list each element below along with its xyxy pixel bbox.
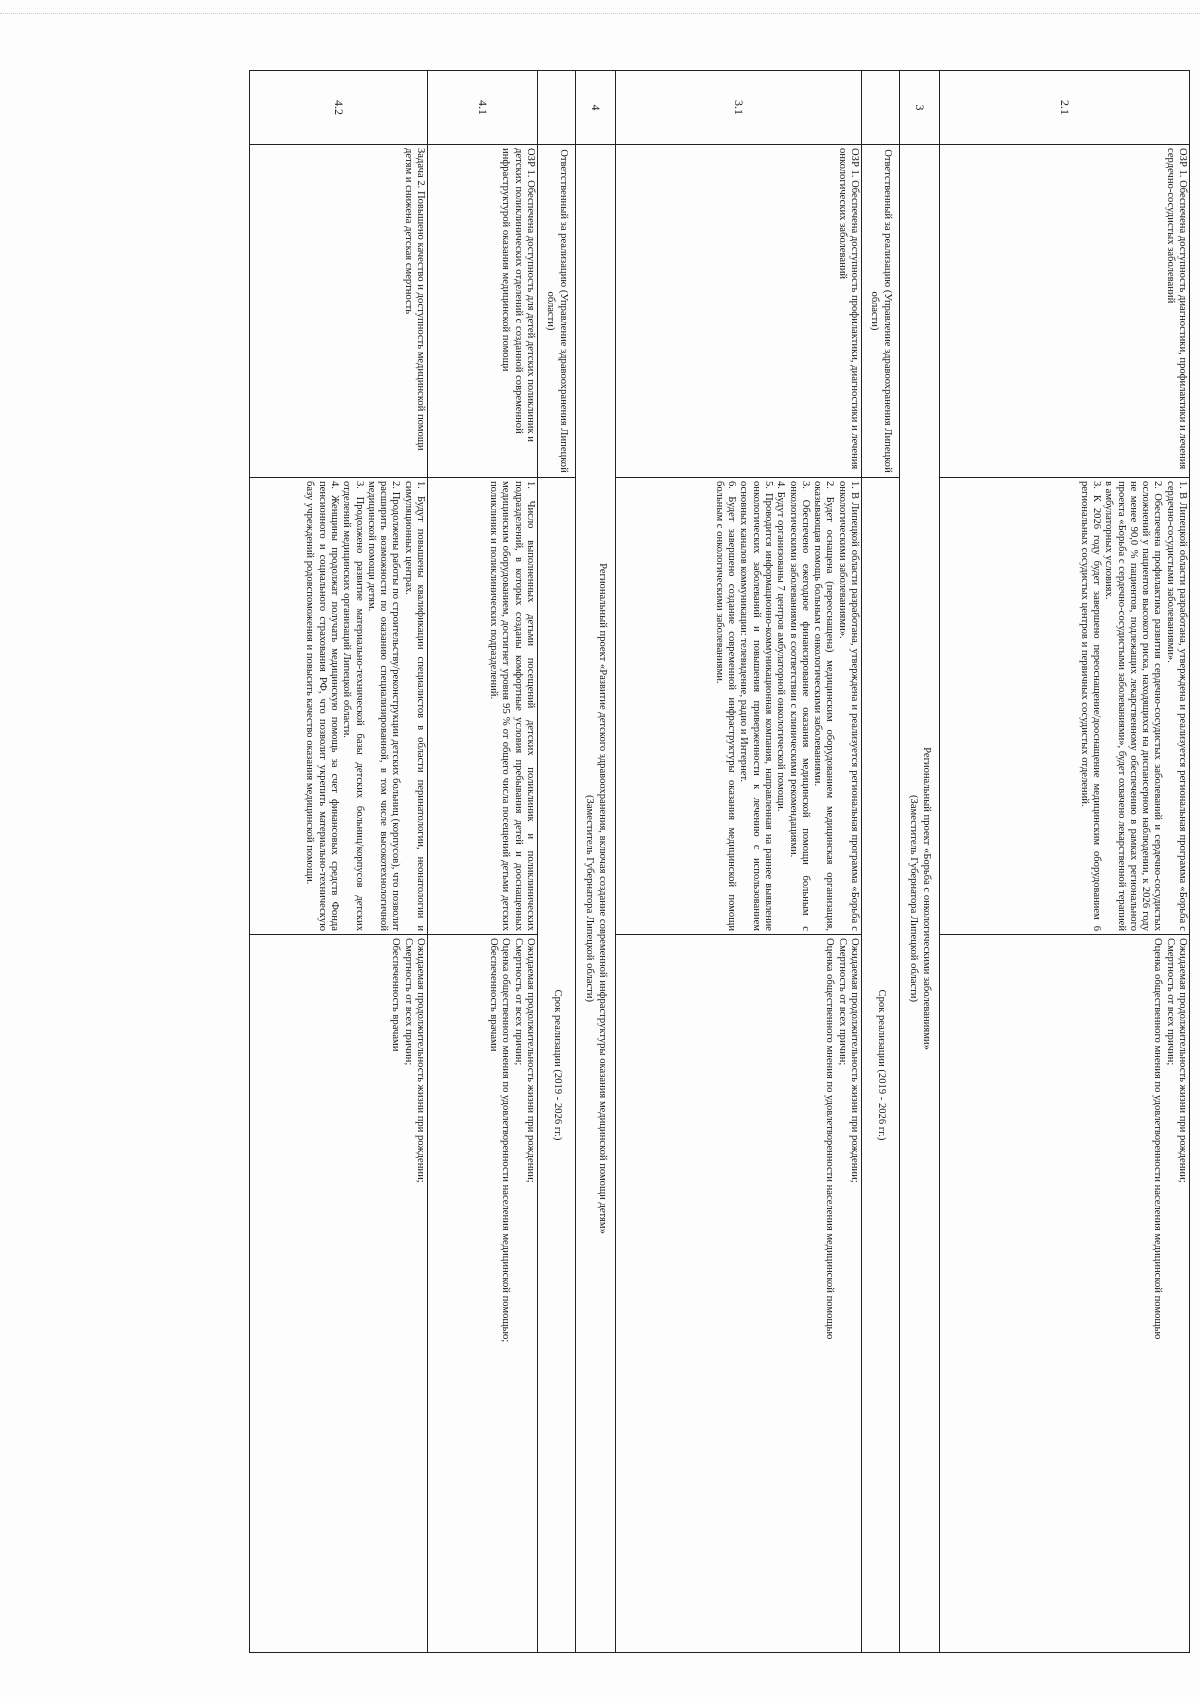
project-row <box>576 71 616 1653</box>
result-item: 1. В Липецкой области разработана, утверждена и реализуется региональная программа «Борьба с онкологическими заболеваниями». <box>836 481 860 931</box>
result-item: 1. Число выполненных детьми посещений детских поликлиник и поликлинических подразделений, в которых созданы комфортные условия пребывания детей и дооснащенных медицинским оборудованием, достигнет уровня 95 % от общего числа посещений детьми детских поликлиник и поликлинических подразделений. <box>488 481 536 931</box>
section-number: 4 <box>576 71 616 145</box>
table-body <box>250 71 1190 1653</box>
blank-cell <box>538 71 576 145</box>
result-item: 6. Будет завершено создание современной инфраструктуры оказания медицинской помощи больным с онкологическими заболеваниями. <box>713 481 738 931</box>
indicators-cell <box>428 935 538 1653</box>
row-number: 2.1 <box>940 71 1190 145</box>
result-item: 2. Продолжены работы по строительству/реконструкции детских больниц (корпусов), что позволит расширить возможности по оказанию специализированной, в том числе высокотехнологичной медицинской помощи детям. <box>365 481 402 931</box>
term-cell: Срок реализации (2019 - 2026 гг.) <box>538 478 576 1653</box>
result-item: 5. Проводится информационно-коммуникационная компания, направленная на раннее выявление онкологических заболеваний и повышения приверженности к лечению с использованием основных каналов коммуникации: телевидение, радио и Интернет. <box>738 481 774 931</box>
section-number: 3 <box>900 71 940 145</box>
goal-cell: ОЗР 1. Обеспечена доступность профилактики, диагностики и лечения онкологических заболеваний <box>616 145 862 478</box>
indicator-item: Ожидаемая продолжительность жизни при рождении; <box>1177 938 1188 1183</box>
resp-row <box>862 71 900 1653</box>
goal-row <box>428 71 538 1653</box>
indicator-item: Оценка общественного мнения по удовлетворенности населения медицинской помощью <box>824 938 836 1340</box>
result-item: 3. Обеспечено ежегодное финансирование оказания медицинской помощи больным с онкологическими заболеваниями в соответствии с клиническими рекомендациями. <box>787 481 811 931</box>
row-number: 3.1 <box>616 71 862 145</box>
result-item: 3. Продолжено развитие материально-технической базы детских больниц/корпусов детских отделений медицинских организаций Липецкой области. <box>341 481 365 931</box>
project-title: Региональный проект «Развитие детского здравоохранения, включая создание современной инфраструктуры оказания медицинской помощи детям» <box>596 563 608 1234</box>
goal-row <box>616 71 862 1653</box>
indicator-item: Ожидаемая продолжительность жизни при рождении; <box>525 938 536 1183</box>
indicator-item: Смертность от всех причин; <box>1164 938 1176 1066</box>
responsible-cell: Ответственный за реализацию (Управление здравоохранения Липецкой области) <box>538 145 576 478</box>
goal-cell: ОЗР 1. Обеспечена доступность диагностики, профилактики и лечения сердечно-сосудистых заболеваний <box>940 145 1190 478</box>
indicators-cell <box>616 935 862 1653</box>
result-item: 1. Будут повышены квалификации специалистов в области перинатологии, неонатологии и симуляционных центрах. <box>402 481 426 931</box>
page-top-edge <box>0 13 1200 14</box>
resp-row <box>538 71 576 1653</box>
goal-row <box>940 71 1190 1653</box>
row-number: 4.2 <box>250 71 428 145</box>
results-cell <box>616 478 862 935</box>
indicator-item: Оценка общественного мнения по удовлетворенности населения медицинской помощью <box>1152 938 1164 1340</box>
result-item: 4. Женщины продолжат получать медицинскую помощь за счет финансовых средств Фонда пенсионного и социального страхования РФ, что позволит укрепить материально-техническую базу учреждений родовспоможения и повысить качество оказания медицинской помощи. <box>304 481 340 931</box>
results-cell <box>428 478 538 935</box>
regional-projects-table <box>249 70 1190 1653</box>
project-curator: (Заместитель Губернатора Липецкой области) <box>908 794 920 1003</box>
indicators-cell <box>940 935 1190 1653</box>
project-title-cell <box>576 145 616 1653</box>
result-item: 4. Будут организованы 7 центров амбулаторной онкологической помощи. <box>775 481 787 812</box>
result-item: 1. В Липецкой области разработана, утверждена и реализуется региональная программа «Борьба с сердечно-сосудистыми заболеваниями». <box>1164 481 1188 931</box>
indicator-item: Обеспеченность врачами <box>488 938 500 1052</box>
result-item: 3. К 2026 году будет завершено переоснащение/дооснащение медицинским оборудованием 6 региональных сосудистых центров и первичных сосудистых отделений. <box>1078 481 1102 931</box>
project-curator: (Заместитель Губернатора Липецкой области) <box>584 794 596 1003</box>
results-cell <box>250 478 428 935</box>
results-cell <box>940 478 1190 935</box>
project-title: Региональный проект «Борьба с онкологическими заболеваниями» <box>920 747 932 1050</box>
indicator-item: Ожидаемая продолжительность жизни при рождении; <box>415 938 426 1183</box>
goal-cell: Задача 2. Повышено качество и доступность медицинской помощи детям и снижена детская смертность <box>250 145 428 478</box>
rotated-table-sheet <box>110 70 1190 1652</box>
term-cell: Срок реализации (2019 - 2026 гг.) <box>862 478 900 1653</box>
indicators-cell <box>250 935 428 1653</box>
project-title-cell <box>900 145 940 1653</box>
goal-row <box>250 71 428 1653</box>
indicator-item: Смертность от всех причин; <box>402 938 414 1066</box>
row-number: 4.1 <box>428 71 538 145</box>
blank-cell <box>862 71 900 145</box>
indicator-item: Смертность от всех причин; <box>836 938 848 1066</box>
goal-cell: ОЗР 1. Обеспечена доступность для детей детских поликлиник и детских поликлинических отделений с созданной современной инфраструктурой оказания медицинской помощи <box>428 145 538 478</box>
project-row <box>900 71 940 1653</box>
indicator-item: Смертность от всех причин; <box>512 938 524 1066</box>
indicator-item: Оценка общественного мнения по удовлетворенности населения медицинской помощью; <box>500 938 512 1343</box>
indicator-item: Ожидаемая продолжительность жизни при рождении; <box>849 938 860 1183</box>
result-item: 2. Будет оснащена (переоснащена) медицинским оборудованием медицинская организация, оказывающая помощь больным с онкологическими заболеваниями. <box>812 481 836 931</box>
responsible-cell: Ответственный за реализацию (Управление здравоохранения Липецкой области) <box>862 145 900 478</box>
result-item: 2. Обеспечена профилактика развития сердечно-сосудистых заболеваний и сердечно-сосудистых осложнений у пациентов высокого риска, находящихся на диспансерном наблюдении, к 2026 году не менее 90,0 % пациентов, подлежащих лекарственному обеспечению в рамках регионального проекта «Борьба с сердечно-сосудистыми заболеваниями», будет охвачено лекарственной терапией в амбулаторных условиях. <box>1103 481 1164 931</box>
indicator-item: Обеспеченность врачами <box>390 938 402 1052</box>
